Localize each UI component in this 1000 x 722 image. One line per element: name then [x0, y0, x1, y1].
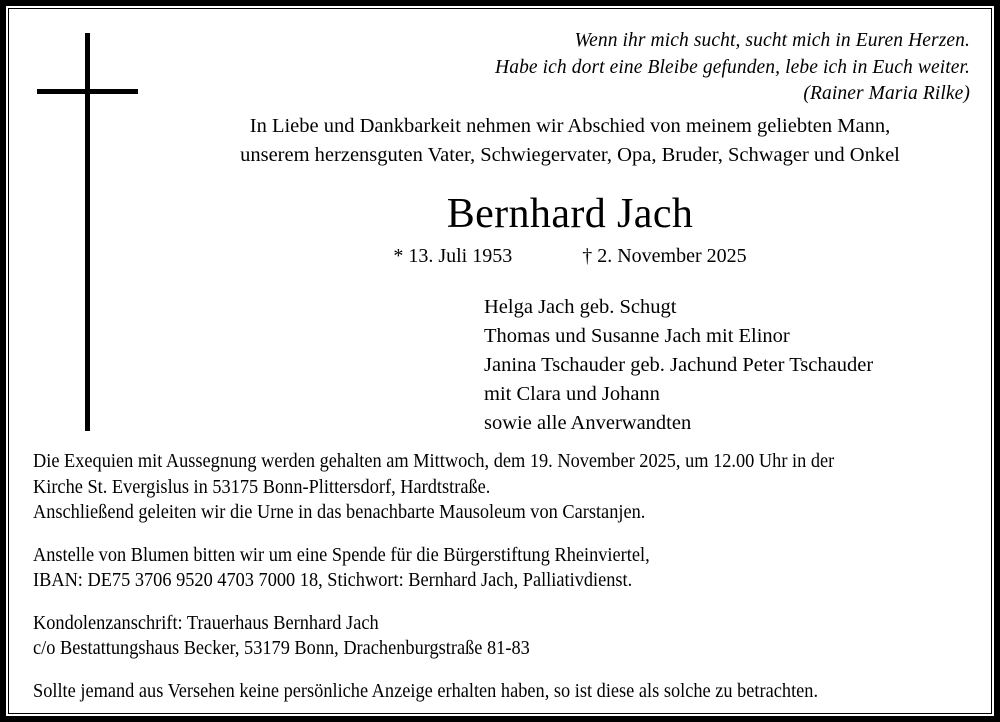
- survivor-line: Helga Jach geb. Schugt: [484, 296, 677, 318]
- service-line: Die Exequien mit Aussegnung werden gehalten am Mittwoch, dem 19. November 2025, um 12.00 Uhr in der: [33, 451, 835, 472]
- introduction-line-1: In Liebe und Dankbarkeit nehmen wir Abschied von meinem geliebten Mann,: [249, 115, 891, 137]
- verse-attribution: (Rainer Maria Rilke): [803, 83, 970, 104]
- condolence-address-block: [33, 611, 915, 662]
- survivor-line: Janina Tschauder geb. Jachund Peter Tschauder: [484, 354, 874, 376]
- condolence-line: c/o Bestattungshaus Becker, 53179 Bonn, Drachenburgstraße 81-83: [33, 638, 530, 659]
- disclaimer-block: [33, 679, 915, 705]
- donation-line: Anstelle von Blumen bitten wir um eine Spende für die Bürgerstiftung Rheinviertel,: [33, 544, 650, 566]
- donation-iban-line: IBAN: DE75 3706 9520 4703 7000 18, Stichwort: Bernhard Jach, Palliativdienst.: [33, 570, 633, 591]
- survivor-line: sowie alle Anverwandten: [484, 412, 692, 434]
- notice-details: [33, 449, 915, 704]
- deceased-name: Bernhard Jach: [446, 191, 694, 237]
- life-dates: [160, 243, 980, 269]
- memorial-verse: [450, 28, 970, 108]
- funeral-service-block: [33, 449, 915, 526]
- condolence-line: Kondolenzanschrift: Trauerhaus Bernhard Jach: [33, 612, 379, 634]
- service-line: Kirche St. Evergislus in 53175 Bonn-Plittersdorf, Hardtstraße.: [33, 476, 491, 498]
- introduction-line-2: unserem herzensguten Vater, Schwiegervater, Opa, Bruder, Schwager und Onkel: [240, 144, 900, 166]
- survivor-line: mit Clara und Johann: [484, 383, 660, 405]
- birth-date: * 13. Juli 1953: [393, 245, 513, 267]
- introduction-text: [160, 112, 980, 170]
- survivors-list: [484, 293, 873, 438]
- verse-line-1: Wenn ihr mich sucht, sucht mich in Euren Herzen.: [574, 30, 970, 51]
- cross-horizontal-bar: [37, 89, 138, 94]
- death-date: † 2. November 2025: [582, 245, 747, 267]
- disclaimer-line: Sollte jemand aus Versehen keine persönliche Anzeige erhalten haben, so ist diese als solche zu betrachten.: [33, 680, 819, 702]
- donation-block: [33, 543, 915, 594]
- service-line: Anschließend geleiten wir die Urne in das benachbarte Mausoleum von Carstanjen.: [33, 502, 646, 523]
- verse-line-2: Habe ich dort eine Bleibe gefunden, lebe ich in Euch weiter.: [495, 56, 970, 78]
- survivor-line: Thomas und Susanne Jach mit Elinor: [484, 325, 790, 347]
